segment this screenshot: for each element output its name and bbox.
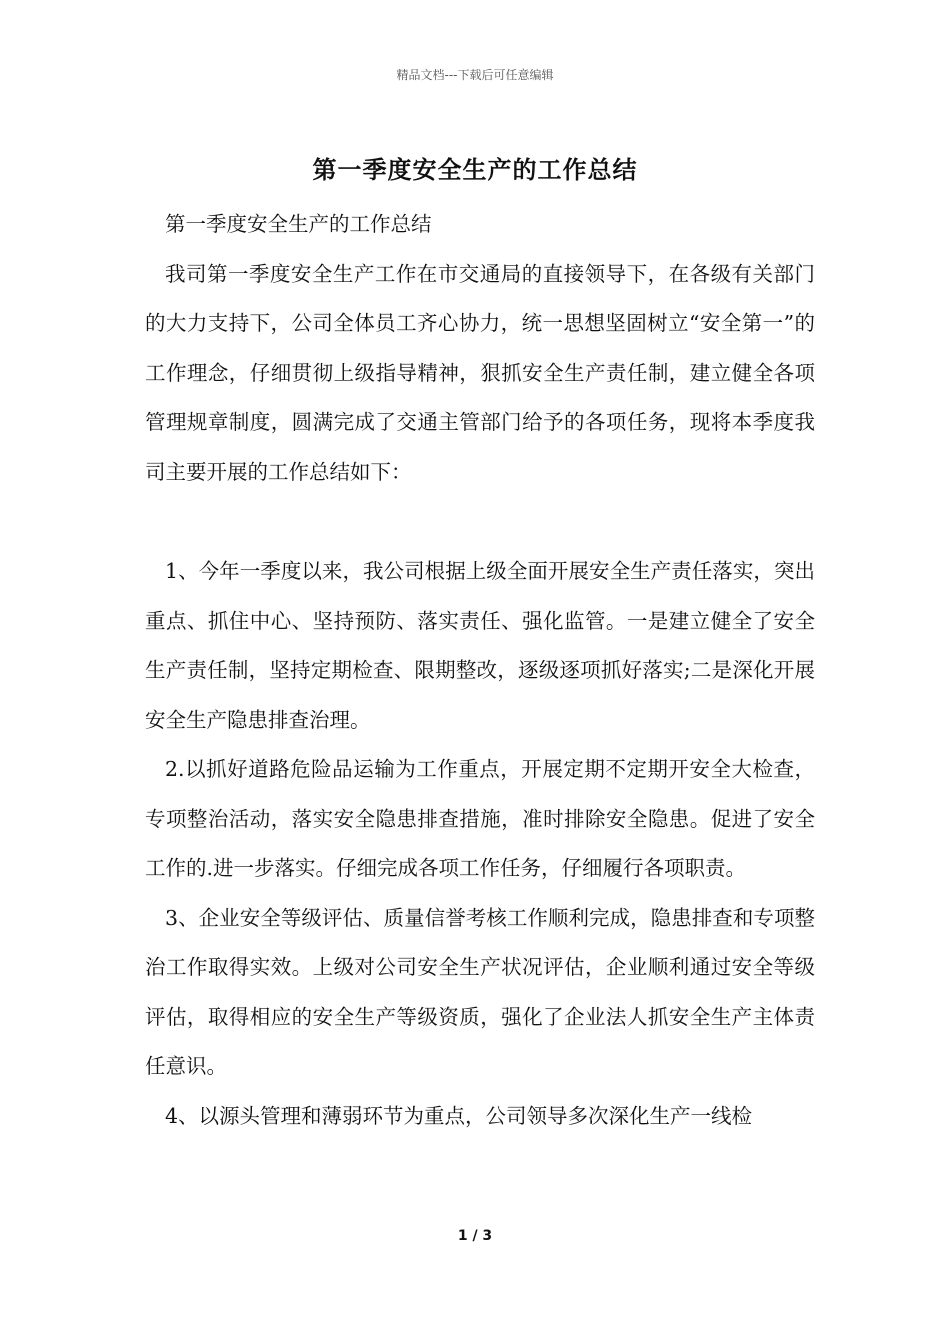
paragraph-item-3: 3、企业安全等级评估、质量信誉考核工作顺利完成，隐患排查和专项整治工作取得实效。上级对公司安全生产状况评估，企业顺利通过安全等级评估，取得相应的安全生产等级资质，强化了企业法人抓安全生产主体责任意识。	[145, 905, 815, 1078]
paragraph-item-4: 4、以源头管理和薄弱环节为重点，公司领导多次深化生产一线检	[165, 1103, 753, 1128]
blank-line	[145, 497, 815, 547]
paragraph-item-2: 2.以抓好道路危险品运输为工作重点，开展定期不定期开安全大检查，专项整治活动，落实安全隐患排查措施，准时排除安全隐患。促进了安全工作的.进一步落实。仔细完成各项工作任务，仔细履行各项职责。	[145, 757, 815, 880]
page-number: 1 / 3	[457, 1228, 493, 1244]
document-title: 第一季度安全生产的工作总结	[312, 155, 638, 184]
paragraph-item-1: 1、今年一季度以来，我公司根据上级全面开展安全生产责任落实，突出重点、抓住中心、坚持预防、落实责任、强化监管。一是建立健全了安全生产责任制，坚持定期检查、限期整改，逐级逐项抓好落实;二是深化开展安全生产隐患排查治理。	[145, 559, 815, 732]
paragraph-intro: 我司第一季度安全生产工作在市交通局的直接领导下，在各级有关部门的大力支持下，公司全体员工齐心协力，统一思想坚固树立“安全第一”的工作理念，仔细贯彻上级指导精神，狠抓安全生产责任制，建立健全各项管理规章制度，圆满完成了交通主管部门给予的各项任务，现将本季度我司主要开展的工作总结如下：	[145, 261, 815, 484]
page-header: 精品文档---下载后可任意编辑	[396, 68, 554, 82]
document-subtitle: 第一季度安全生产的工作总结	[165, 212, 432, 236]
document-body	[145, 200, 815, 1141]
